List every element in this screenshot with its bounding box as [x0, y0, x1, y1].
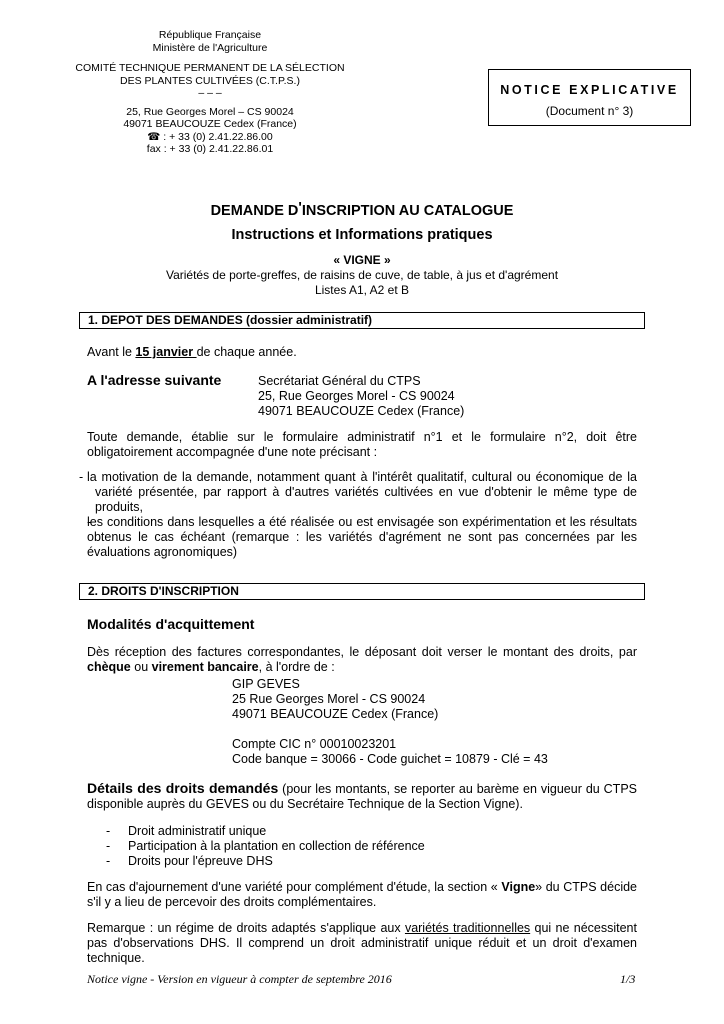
section1-paragraph: Toute demande, établie sur le formulaire administratif n°1 et le formulaire n°2, doit être obligatoirement accompagnée d'une note précisant : [87, 430, 637, 459]
list-item: - Droits pour l'épreuve DHS [88, 854, 638, 869]
fax-line: fax : + 33 (0) 2.41.22.86.01 [146, 143, 274, 155]
lists-line: Listes A1, A2 et B [314, 283, 410, 297]
rights-list [88, 824, 638, 869]
notice-box [488, 69, 691, 126]
list-item: - la motivation de la demande, notamment quant à l'intérêt qualitatif, cultural ou économique de la variété présentée, par rapport à d'autres variétés cultivées en vue d'obtenir le même type de produits, [87, 470, 637, 515]
remark-paragraph: Remarque : un régime de droits adaptés s'applique aux variétés traditionnelles qui ne nécessitent pas d'observations DHS. Il comprend un droit administratif unique réduit et un droit d'examen technique. [87, 921, 637, 965]
payment-paragraph: Dès réception des factures correspondantes, le déposant doit verser le montant des droits, par chèque ou virement bancaire, à l'ordre de : [87, 645, 637, 674]
payee-line: 25 Rue Georges Morel - CS 90024 [232, 692, 426, 706]
address-block-line: 25, Rue Georges Morel - CS 90024 [258, 389, 455, 403]
page-number: 1/3 [620, 972, 636, 986]
committee-line2: DES PLANTES CULTIVÉES (C.T.P.S.) [120, 74, 300, 87]
address-line1: 25, Rue Georges Morel – CS 90024 [126, 105, 294, 118]
section1-heading: 1. DEPOT DES DEMANDES (dossier administratif) [79, 312, 645, 329]
notice-title: NOTICE EXPLICATIVE [500, 83, 679, 97]
header-separator: – – – [198, 87, 222, 99]
header-block [40, 29, 380, 156]
crop-label: « VIGNE » [333, 253, 391, 267]
address-block [258, 374, 648, 419]
address-line2: 49071 BEAUCOUZE Cedex (France) [123, 118, 297, 130]
page-title: DEMANDE D'INSCRIPTION AU CATALOGUE [210, 200, 514, 219]
payee-block [232, 677, 632, 767]
notice-doc: (Document n° 3) [545, 104, 634, 118]
varieties-line: Variétés de porte-greffes, de raisins de cuve, de table, à jus et d'agrément [165, 268, 559, 282]
bank-line: Code banque = 30066 - Code guichet = 10879 - Clé = 43 [232, 752, 548, 766]
footer-text: Notice vigne - Version en vigueur à compter de septembre 2016 [87, 972, 392, 986]
section1-bullets [87, 470, 637, 560]
address-block-line: Secrétariat Général du CTPS [258, 374, 421, 388]
committee-line1: COMITÉ TECHNIQUE PERMANENT DE LA SÉLECTION [75, 62, 345, 74]
details-title: Détails des droits demandés [87, 780, 279, 796]
list-item: - Participation à la plantation en collection de référence [88, 839, 638, 854]
bank-line: Compte CIC n° 00010023201 [232, 737, 397, 751]
details-paragraph: Détails des droits demandés (pour les montants, se reporter au barème en vigueur du CTPS disponible auprès du GEVES ou du Secrétaire Technique de la Section Vigne). [87, 780, 637, 811]
deadline-date: 15 janvier [135, 345, 197, 359]
payee-line: 49071 BEAUCOUZE Cedex (France) [232, 707, 439, 721]
phone-line: ☎ : + 33 (0) 2.41.22.86.00 [147, 130, 273, 143]
page-subtitle: Instructions et Informations pratiques [231, 227, 493, 243]
section2-heading: 2. DROITS D'INSCRIPTION [79, 583, 645, 600]
payee-line: GIP GEVES [232, 677, 300, 691]
title-block [60, 200, 664, 297]
list-item: - Droit administratif unique [88, 824, 638, 839]
address-label: A l'adresse suivante [87, 372, 222, 388]
address-block-line: 49071 BEAUCOUZE Cedex (France) [258, 404, 465, 418]
traditional-varieties-link: variétés traditionnelles [404, 921, 531, 935]
deadline-line: Avant le 15 janvier de chaque année. [87, 345, 297, 359]
adjournment-paragraph: En cas d'ajournement d'une variété pour complément d'étude, la section « Vigne» du CTPS décide s'il y a lieu de percevoir des droits complémentaires. [87, 880, 637, 909]
ministry-label: Ministère de l'Agriculture [152, 41, 268, 54]
payment-title: Modalités d'acquittement [87, 616, 255, 632]
republic-label: République Française [158, 29, 262, 41]
list-item: - les conditions dans lesquelles a été réalisée ou est envisagée son expérimentation et les résultats obtenus le cas échéant (remarque : les variétés d'agrément ne sont pas concernées par les évaluations agronomiques) [87, 515, 637, 560]
